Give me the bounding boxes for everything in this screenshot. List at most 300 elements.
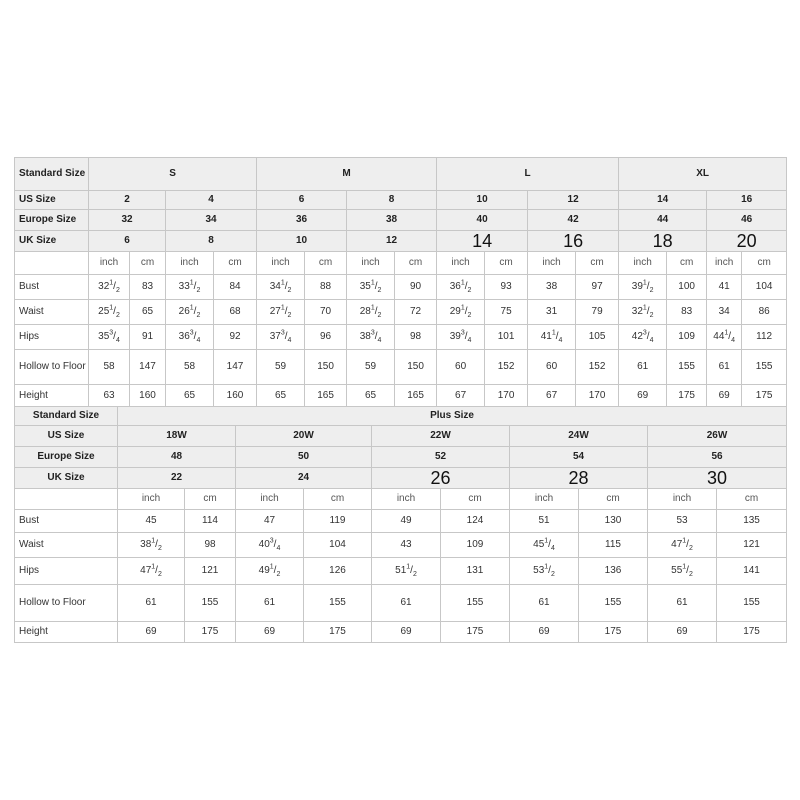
inch-value <box>437 350 485 385</box>
inch-value <box>347 325 395 350</box>
cm-value: 165 <box>305 385 347 408</box>
row-measurement <box>15 510 787 533</box>
fraction-slash: / <box>555 331 559 342</box>
cm-value: 91 <box>130 325 166 350</box>
cm-value: 155 <box>579 585 648 622</box>
inch-value <box>648 533 717 558</box>
inch-whole: 51 <box>538 515 550 526</box>
inch-value <box>648 558 717 585</box>
cm-value: 105 <box>576 325 619 350</box>
unit-inch: inch <box>619 252 667 275</box>
cm-value: 175 <box>441 622 510 643</box>
fraction-numerator: 1 <box>460 279 465 287</box>
inch-value <box>528 385 576 408</box>
row-measurement <box>15 350 787 385</box>
fraction-numerator: 1 <box>151 537 156 545</box>
measurement-label: Hollow to Floor <box>15 585 118 622</box>
inch-whole: 33 <box>178 281 190 292</box>
europe-size-value: 44 <box>619 210 707 231</box>
cm-value: 98 <box>185 533 236 558</box>
fraction-denominator: 2 <box>196 312 201 319</box>
cm-value: 83 <box>667 300 707 325</box>
uk-size-value: 14 <box>437 231 528 252</box>
inch-whole: 58 <box>183 361 196 372</box>
cm-value: 155 <box>441 585 510 622</box>
fraction-denominator: 4 <box>467 337 472 344</box>
fraction-slash: / <box>273 565 277 576</box>
us-size-value: 26W <box>648 426 787 447</box>
cm-value: 175 <box>304 622 372 643</box>
measurement-label: Bust <box>15 510 118 533</box>
inch-whole: 44 <box>713 331 725 342</box>
cm-value: 124 <box>441 510 510 533</box>
europe-size-value: 38 <box>347 210 437 231</box>
uk-size-value: 20 <box>707 231 787 252</box>
unit-inch: inch <box>372 489 441 510</box>
fraction-denominator: 4 <box>115 337 120 344</box>
fraction-numerator: 1 <box>189 279 194 287</box>
inch-value <box>166 275 214 300</box>
fraction-denominator: 2 <box>377 312 382 319</box>
fraction-numerator: 1 <box>269 563 274 571</box>
europe-size-value: 36 <box>257 210 347 231</box>
cm-value: 175 <box>185 622 236 643</box>
fraction-numerator: 1 <box>551 329 556 337</box>
fraction-slash: / <box>464 331 468 342</box>
fraction-denominator: 2 <box>688 571 693 578</box>
inch-value <box>510 585 579 622</box>
inch-whole: 26 <box>178 306 190 317</box>
inch-whole: 55 <box>671 565 683 576</box>
fraction-numerator: 1 <box>544 563 549 571</box>
inch-value <box>89 275 130 300</box>
inch-value <box>236 558 304 585</box>
fraction-denominator: 2 <box>276 571 281 578</box>
cm-value: 72 <box>395 300 437 325</box>
europe-size-value: 42 <box>528 210 619 231</box>
inch-value <box>619 275 667 300</box>
inch-whole: 69 <box>676 626 688 637</box>
units-empty <box>15 252 89 275</box>
inch-value <box>510 510 579 533</box>
unit-inch: inch <box>707 252 742 275</box>
fraction-slash: / <box>284 331 288 342</box>
uk-size-value: 22 <box>118 468 236 489</box>
inch-value <box>118 585 185 622</box>
inch-whole: 58 <box>103 361 115 372</box>
inch-value <box>648 622 717 643</box>
us-size-label: US Size <box>15 426 118 447</box>
fraction-denominator: 2 <box>115 312 120 319</box>
cm-value: 152 <box>485 350 528 385</box>
fraction-denominator: 4 <box>276 545 281 552</box>
plus-size-group: Plus Size <box>118 407 787 426</box>
unit-inch: inch <box>89 252 130 275</box>
cm-value: 155 <box>304 585 372 622</box>
fraction-denominator: 4 <box>649 337 654 344</box>
cm-value: 130 <box>579 510 648 533</box>
fraction-slash: / <box>464 306 468 317</box>
fraction-denominator: 2 <box>115 287 120 294</box>
fraction-numerator: 1 <box>370 304 375 312</box>
uk-size-value: 16 <box>528 231 619 252</box>
row-uk-size <box>15 231 787 252</box>
us-size-value: 8 <box>347 191 437 210</box>
cm-value: 65 <box>130 300 166 325</box>
inch-value <box>347 385 395 408</box>
fraction-slash: / <box>548 565 551 576</box>
inch-whole: 49 <box>400 515 412 526</box>
size-group-m: M <box>257 158 437 191</box>
us-size-value: 18W <box>118 426 236 447</box>
inch-whole: 67 <box>455 390 467 401</box>
fraction-denominator: 2 <box>688 545 693 552</box>
europe-size-value: 34 <box>166 210 257 231</box>
fraction-denominator: 4 <box>550 545 555 552</box>
row-units <box>15 489 787 510</box>
inch-value <box>619 300 667 325</box>
inch-whole: 61 <box>263 597 276 608</box>
inch-value <box>347 275 395 300</box>
unit-cm: cm <box>579 489 648 510</box>
europe-size-value: 32 <box>89 210 166 231</box>
inch-whole: 27 <box>269 306 281 317</box>
inch-value <box>236 510 304 533</box>
inch-value <box>166 350 214 385</box>
inch-whole: 69 <box>400 626 412 637</box>
inch-whole: 59 <box>364 361 377 372</box>
us-size-value: 14 <box>619 191 707 210</box>
inch-value <box>166 385 214 408</box>
fraction-slash: / <box>113 281 116 292</box>
cm-value: 170 <box>576 385 619 408</box>
cm-value: 119 <box>304 510 372 533</box>
measurement-label: Height <box>15 622 118 643</box>
fraction-slash: / <box>155 539 158 550</box>
cm-value: 170 <box>485 385 528 408</box>
measurement-label: Hips <box>15 325 89 350</box>
us-size-value: 2 <box>89 191 166 210</box>
unit-inch: inch <box>437 252 485 275</box>
inch-value <box>257 325 305 350</box>
inch-whole: 53 <box>533 565 545 576</box>
inch-whole: 61 <box>538 597 550 608</box>
inch-whole: 61 <box>145 597 157 608</box>
fraction-numerator: 1 <box>724 329 729 337</box>
measurement-label: Height <box>15 385 89 408</box>
us-size-value: 20W <box>236 426 372 447</box>
inch-whole: 32 <box>631 306 643 317</box>
inch-whole: 49 <box>258 565 270 576</box>
inch-value <box>118 558 185 585</box>
cm-value: 101 <box>485 325 528 350</box>
inch-whole: 35 <box>359 281 371 292</box>
row-measurement <box>15 558 787 585</box>
inch-whole: 36 <box>449 281 461 292</box>
inch-whole: 34 <box>269 281 281 292</box>
uk-size-value: 24 <box>236 468 372 489</box>
cm-value: 155 <box>185 585 236 622</box>
cm-value: 86 <box>742 300 787 325</box>
cm-value: 109 <box>667 325 707 350</box>
inch-value <box>372 558 441 585</box>
cm-value: 155 <box>667 350 707 385</box>
unit-cm: cm <box>485 252 528 275</box>
fraction-numerator: 1 <box>280 279 285 287</box>
cm-value: 136 <box>579 558 648 585</box>
inch-whole: 47 <box>140 565 152 576</box>
size-chart-plus <box>14 406 787 643</box>
unit-cm: cm <box>395 252 437 275</box>
inch-whole: 60 <box>546 361 558 372</box>
cm-value: 88 <box>305 275 347 300</box>
row-measurement <box>15 275 787 300</box>
fraction-denominator: 2 <box>412 571 417 578</box>
inch-whole: 32 <box>98 281 110 292</box>
inch-whole: 39 <box>449 331 461 342</box>
standard-size-label: Standard Size <box>15 407 118 426</box>
cm-value: 175 <box>667 385 707 408</box>
fraction-slash: / <box>374 331 378 342</box>
inch-whole: 65 <box>183 390 196 401</box>
fraction-slash: / <box>728 331 732 342</box>
cm-value: 75 <box>485 300 528 325</box>
unit-cm: cm <box>717 489 787 510</box>
inch-whole: 65 <box>274 390 287 401</box>
inch-value <box>236 585 304 622</box>
measurement-label: Waist <box>15 533 118 558</box>
fraction-denominator: 2 <box>649 312 654 319</box>
cm-value: 100 <box>667 275 707 300</box>
inch-value <box>619 385 667 408</box>
uk-size-value: 8 <box>166 231 257 252</box>
fraction-slash: / <box>193 306 197 317</box>
us-size-value: 16 <box>707 191 787 210</box>
fraction-slash: / <box>464 281 468 292</box>
inch-whole: 38 <box>546 281 558 292</box>
inch-value <box>619 350 667 385</box>
cm-value: 98 <box>395 325 437 350</box>
inch-value <box>89 385 130 408</box>
cm-value: 175 <box>742 385 787 408</box>
fraction-slash: / <box>113 331 116 342</box>
cm-value: 165 <box>395 385 437 408</box>
inch-value <box>166 300 214 325</box>
inch-value <box>707 300 742 325</box>
measurement-label: Hips <box>15 558 118 585</box>
row-europe-size <box>15 447 787 468</box>
inch-whole: 69 <box>637 390 649 401</box>
measurement-label: Bust <box>15 275 89 300</box>
fraction-numerator: 3 <box>370 329 375 337</box>
uk-size-value: 28 <box>510 468 648 489</box>
fraction-denominator: 2 <box>550 571 555 578</box>
fraction-slash: / <box>548 539 551 550</box>
inch-value <box>707 350 742 385</box>
inch-whole: 41 <box>540 331 552 342</box>
cm-value: 83 <box>130 275 166 300</box>
row-measurement <box>15 385 787 408</box>
fraction-numerator: 3 <box>280 329 285 337</box>
fraction-denominator: 4 <box>731 337 735 344</box>
europe-size-label: Europe Size <box>15 447 118 468</box>
unit-inch: inch <box>347 252 395 275</box>
row-us-size <box>15 191 787 210</box>
unit-cm: cm <box>185 489 236 510</box>
fraction-slash: / <box>686 539 689 550</box>
us-size-value: 12 <box>528 191 619 210</box>
inch-whole: 45 <box>145 515 157 526</box>
inch-whole: 43 <box>400 539 412 550</box>
standard-size-label: Standard Size <box>15 158 89 191</box>
fraction-numerator: 1 <box>280 304 285 312</box>
inch-whole: 61 <box>400 597 412 608</box>
us-size-value: 4 <box>166 191 257 210</box>
europe-size-value: 56 <box>648 447 787 468</box>
fraction-slash: / <box>646 306 650 317</box>
row-uk-size <box>15 468 787 489</box>
cm-value: 121 <box>185 558 236 585</box>
fraction-denominator: 2 <box>287 287 292 294</box>
inch-whole: 42 <box>631 331 643 342</box>
cm-value: 115 <box>579 533 648 558</box>
europe-size-value: 52 <box>372 447 510 468</box>
inch-value <box>347 350 395 385</box>
inch-value <box>648 510 717 533</box>
fraction-slash: / <box>410 565 413 576</box>
inch-whole: 37 <box>269 331 281 342</box>
inch-value <box>707 385 742 408</box>
cm-value: 141 <box>717 558 787 585</box>
cm-value: 121 <box>717 533 787 558</box>
fraction-slash: / <box>284 281 288 292</box>
fraction-slash: / <box>646 331 650 342</box>
row-measurement <box>15 300 787 325</box>
units-empty <box>15 489 118 510</box>
inch-value <box>648 585 717 622</box>
fraction-numerator: 1 <box>682 537 687 545</box>
europe-size-value: 40 <box>437 210 528 231</box>
fraction-slash: / <box>193 281 197 292</box>
uk-size-value: 6 <box>89 231 166 252</box>
inch-whole: 28 <box>359 306 371 317</box>
unit-inch: inch <box>510 489 579 510</box>
uk-size-label: UK Size <box>15 231 89 252</box>
inch-value <box>372 510 441 533</box>
cm-value: 112 <box>742 325 787 350</box>
inch-value <box>372 622 441 643</box>
row-standard-size <box>15 158 787 191</box>
inch-whole: 67 <box>546 390 558 401</box>
inch-whole: 38 <box>140 539 152 550</box>
inch-value <box>89 350 130 385</box>
inch-value <box>89 300 130 325</box>
row-us-size <box>15 426 787 447</box>
inch-whole: 47 <box>671 539 683 550</box>
inch-value <box>257 385 305 408</box>
inch-whole: 45 <box>533 539 545 550</box>
unit-cm: cm <box>130 252 166 275</box>
fraction-numerator: 1 <box>151 563 156 571</box>
row-europe-size <box>15 210 787 231</box>
inch-value <box>437 300 485 325</box>
fraction-numerator: 3 <box>269 537 274 545</box>
europe-size-label: Europe Size <box>15 210 89 231</box>
row-standard-size <box>15 407 787 426</box>
inch-whole: 69 <box>263 626 276 637</box>
row-measurement <box>15 325 787 350</box>
unit-inch: inch <box>166 252 214 275</box>
fraction-numerator: 1 <box>682 563 687 571</box>
fraction-denominator: 2 <box>467 287 472 294</box>
uk-size-value: 10 <box>257 231 347 252</box>
europe-size-value: 54 <box>510 447 648 468</box>
inch-whole: 36 <box>178 331 190 342</box>
fraction-slash: / <box>155 565 158 576</box>
fraction-slash: / <box>113 306 116 317</box>
inch-value <box>118 533 185 558</box>
fraction-denominator: 2 <box>377 287 382 294</box>
inch-whole: 39 <box>631 281 643 292</box>
us-size-label: US Size <box>15 191 89 210</box>
unit-cm: cm <box>214 252 257 275</box>
cm-value: 84 <box>214 275 257 300</box>
europe-size-value: 48 <box>118 447 236 468</box>
fraction-denominator: 2 <box>157 545 162 552</box>
inch-whole: 69 <box>718 390 730 401</box>
cm-value: 147 <box>130 350 166 385</box>
inch-whole: 47 <box>263 515 276 526</box>
row-measurement <box>15 533 787 558</box>
cm-value: 160 <box>130 385 166 408</box>
size-chart-standard <box>14 157 787 408</box>
inch-value <box>707 275 742 300</box>
inch-value <box>118 510 185 533</box>
row-measurement <box>15 622 787 643</box>
fraction-slash: / <box>284 306 288 317</box>
europe-size-value: 50 <box>236 447 372 468</box>
fraction-slash: / <box>193 331 197 342</box>
inch-whole: 34 <box>718 306 730 317</box>
inch-value <box>528 325 576 350</box>
inch-whole: 25 <box>98 306 110 317</box>
fraction-denominator: 2 <box>649 287 654 294</box>
fraction-numerator: 1 <box>189 304 194 312</box>
inch-value <box>347 300 395 325</box>
inch-whole: 69 <box>145 626 157 637</box>
cm-value: 93 <box>485 275 528 300</box>
cm-value: 147 <box>214 350 257 385</box>
fraction-numerator: 3 <box>460 329 465 337</box>
inch-value <box>510 533 579 558</box>
inch-whole: 63 <box>103 390 115 401</box>
uk-size-value: 30 <box>648 468 787 489</box>
us-size-value: 22W <box>372 426 510 447</box>
inch-value <box>528 275 576 300</box>
uk-size-value: 26 <box>372 468 510 489</box>
fraction-denominator: 4 <box>196 337 201 344</box>
inch-value <box>528 300 576 325</box>
fraction-denominator: 2 <box>467 312 472 319</box>
cm-value: 104 <box>742 275 787 300</box>
inch-value <box>619 325 667 350</box>
inch-whole: 69 <box>538 626 550 637</box>
cm-value: 135 <box>717 510 787 533</box>
inch-whole: 31 <box>546 306 558 317</box>
fraction-denominator: 4 <box>287 337 292 344</box>
size-group-xl: XL <box>619 158 787 191</box>
cm-value: 152 <box>576 350 619 385</box>
